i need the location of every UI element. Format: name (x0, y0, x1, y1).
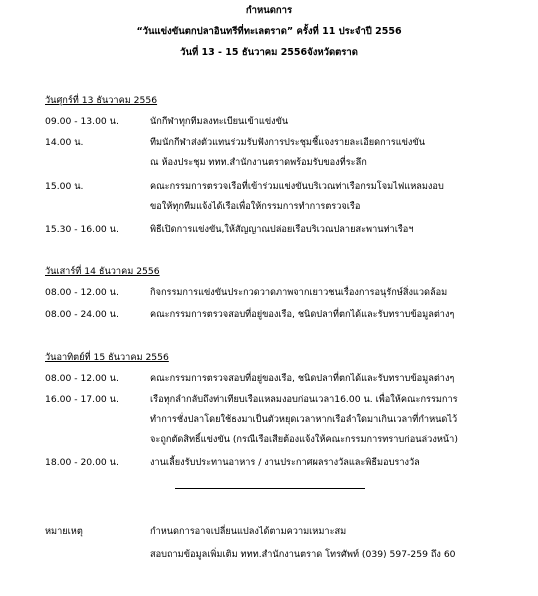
schedule-time: 14.00 น. (45, 137, 84, 148)
schedule-time: 09.00 - 13.00 น. (45, 116, 119, 127)
schedule-description: เรือทุกลำกลับถึงท่าเทียบเรือแหลมงอบก่อนเวลา16.00 น. เพื่อให้คณะกรรมการ ทำการชั่งปลาโดยใช้ธงมาเป็นตัวหยุดเวลาหากเรือลำใดมาเกินเวลาที่กำหนดไว้ จะถูกตัดสิทธิ์แข่งขัน (กรณีเรือเสียต้องแจ้งให้คณะกรรมการทราบก่อนล่วงหน้า) (150, 394, 458, 446)
schedule-description: คณะกรรมการตรวจสอบที่อยู่ของเรือ, ชนิดปลาที่ตกได้และรับทราบข้อมูลต่างๆ (150, 373, 455, 384)
schedule-time: 15.30 - 16.00 น. (45, 224, 119, 235)
schedule-description: คณะกรรมการตรวจเรือที่เข้าร่วมแข่งขันบริเวณท่าเรือกรมโจมไฟแหลมงอบ ขอให้ทุกทีมแจ้งได้เรือเพื่อให้กรรมการทำการตรวจเรือ (150, 181, 444, 213)
event-dates: วันที่ 13 - 15 ธันวาคม 2556จังหวัดตราด (180, 47, 358, 58)
event-title: “วันแข่งขันตกปลาอินทรีที่ทะเลตราด” ครั้งที่ 11 ประจำปี 2556 (136, 26, 402, 37)
schedule-time: 15.00 น. (45, 181, 84, 192)
note-label: หมายเหตุ (45, 526, 83, 537)
schedule-description: นักกีฬาทุกทีมลงทะเบียนเข้าแข่งขัน (150, 116, 289, 127)
note-line: สอบถามข้อมูลเพิ่มเติม ททท.สำนักงานตราด โทรศัพท์ (039) 597-259 ถึง 60 (150, 549, 456, 560)
day-heading-sunday: วันอาทิตย์ที่ 15 ธันวาคม 2556 (45, 352, 169, 363)
day-heading-friday: วันศุกร์ที่ 13 ธันวาคม 2556 (45, 95, 158, 106)
schedule-description: ทีมนักกีฬาส่งตัวแทนร่วมรับฟังการประชุมชี้แจงรายละเอียดการแข่งขัน ณ ห้องประชุม ททท.สำนักงานตราดพร้อมรับของที่ระลึก (150, 137, 425, 169)
schedule-time: 08.00 - 12.00 น. (45, 373, 119, 384)
schedule-heading: กำหนดการ (245, 5, 293, 16)
schedule-time: 08.00 - 12.00 น. (45, 287, 119, 298)
schedule-time: 16.00 - 17.00 น. (45, 394, 119, 405)
schedule-description: งานเลี้ยงรับประทานอาหาร / งานประกาศผลรางวัลและพิธีมอบรางวัล (150, 457, 420, 468)
note-line: กำหนดการอาจเปลี่ยนแปลงได้ตามความเหมาะสม (150, 526, 347, 537)
divider-line (175, 488, 365, 489)
schedule-time: 18.00 - 20.00 น. (45, 457, 119, 468)
schedule-description: คณะกรรมการตรวจสอบที่อยู่ของเรือ, ชนิดปลาที่ตกได้และรับทราบข้อมูลต่างๆ (150, 309, 455, 320)
day-heading-saturday: วันเสาร์ที่ 14 ธันวาคม 2556 (45, 266, 160, 277)
schedule-time: 08.00 - 24.00 น. (45, 309, 119, 320)
schedule-description: พิธีเปิดการแข่งขัน,ให้สัญญาณปล่อยเรือบริเวณปลายสะพานท่าเรือฯ (150, 224, 414, 235)
schedule-description: กิจกรรมการแข่งขันประกวดวาดภาพจากเยาวชนเรื่องการอนุรักษ์สิ่งแวดล้อม (150, 287, 448, 298)
